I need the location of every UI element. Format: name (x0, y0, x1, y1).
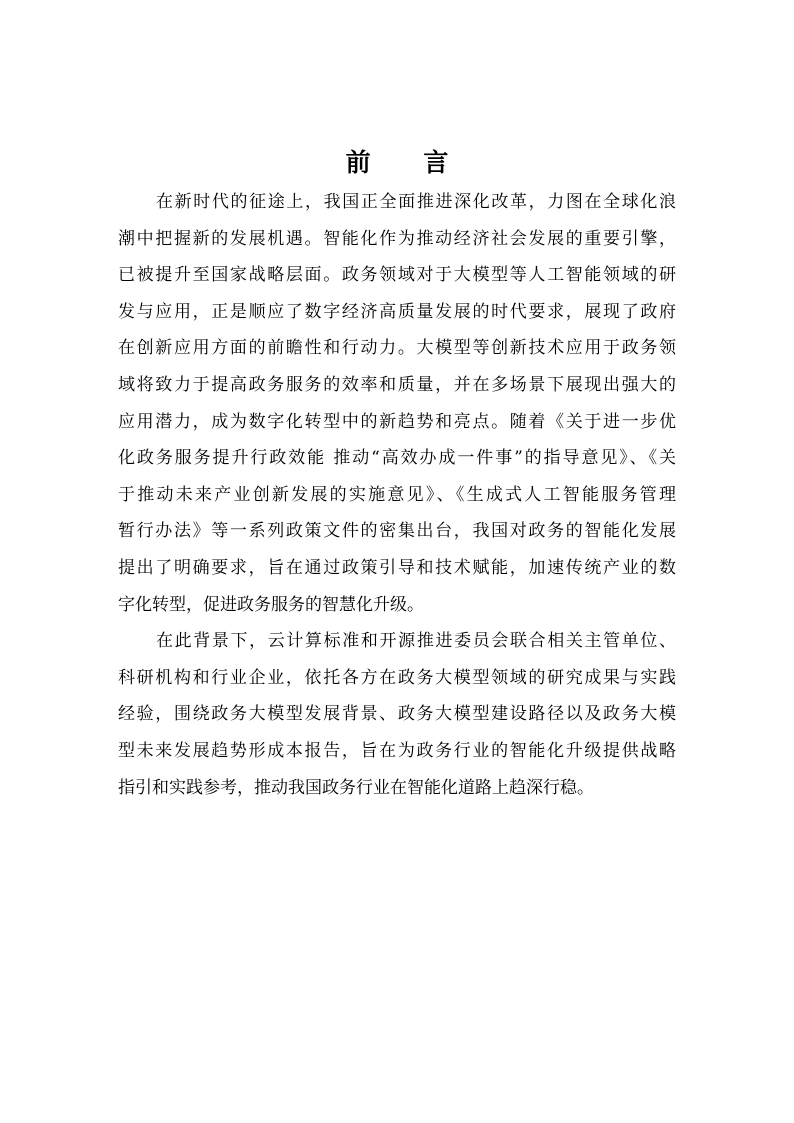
text-line: 应用潜力，成为数字化转型中的新趋势和亮点。随着《关于进一步优 (118, 411, 676, 432)
paragraph-2 (118, 623, 676, 806)
text-line: 字化转型，促进政务服务的智慧化升级。 (118, 594, 424, 615)
page-title: 前 言 (345, 148, 471, 177)
paragraph-1 (118, 184, 676, 623)
text-line: 在创新应用方面的前瞻性和行动力。大模型等创新技术应用于政务领 (118, 338, 676, 359)
text-line: 域将致力于提高政务服务的效率和质量，并在多场景下展现出强大的 (118, 374, 676, 395)
text-line: 化政务服务提升行政效能 推动“高效办成一件事”的指导意见》、《关 (118, 448, 676, 469)
text-line: 已被提升至国家战略层面。政务领域对于大模型等人工智能领域的研 (118, 265, 676, 286)
text-line: 于推动未来产业创新发展的实施意见》、《生成式人工智能服务管理 (118, 484, 676, 505)
preface-body (118, 184, 676, 806)
text-line: 潮中把握新的发展机遇。智能化作为推动经济社会发展的重要引擎， (118, 228, 676, 249)
text-line: 在新时代的征途上，我国正全面推进深化改革，力图在全球化浪 (156, 192, 676, 212)
text-line: 经验，围绕政务大模型发展背景、政务大模型建设路径以及政务大模 (118, 704, 676, 725)
text-line: 指引和实践参考，推动我国政务行业在智能化道路上趋深行稳。 (118, 777, 594, 798)
text-line: 科研机构和行业企业，依托各方在政务大模型领域的研究成果与实践 (118, 667, 676, 688)
text-line: 在此背景下，云计算标准和开源推进委员会联合相关主管单位、 (156, 631, 676, 652)
text-line: 暂行办法》等一系列政策文件的密集出台，我国对政务的智能化发展 (118, 521, 676, 542)
text-line: 型未来发展趋势形成本报告，旨在为政务行业的智能化升级提供战略 (118, 740, 676, 761)
text-line: 发与应用，正是顺应了数字经济高质量发展的时代要求，展现了政府 (118, 301, 676, 322)
text-line: 提出了明确要求，旨在通过政策引导和技术赋能，加速传统产业的数 (118, 557, 676, 578)
